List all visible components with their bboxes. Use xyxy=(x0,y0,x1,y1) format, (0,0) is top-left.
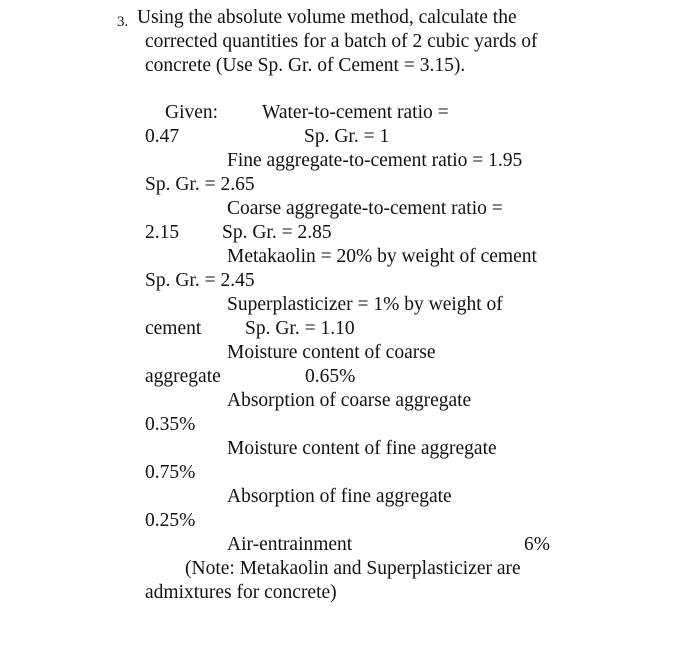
moisture-fine-value: 0.75% xyxy=(145,462,196,483)
metakaolin-sg: Sp. Gr. = 2.45 xyxy=(145,270,255,291)
coarse-agg-ratio-label: Coarse aggregate-to-cement ratio = xyxy=(227,198,503,219)
water-cement-ratio-label: Water-to-cement ratio = xyxy=(262,102,449,123)
note-line-2: admixtures for concrete) xyxy=(145,582,337,603)
coarse-agg-sg: Sp. Gr. = 2.85 xyxy=(222,222,332,243)
moisture-coarse-label: Moisture content of coarse xyxy=(227,342,436,363)
water-cement-ratio-value: 0.47 xyxy=(145,126,180,147)
air-entrainment-label: Air-entrainment xyxy=(227,534,353,555)
superplasticizer-label: Superplasticizer = 1% by weight of xyxy=(227,294,503,315)
moisture-coarse-label-cont: aggregate xyxy=(145,366,221,387)
absorption-fine-value: 0.25% xyxy=(145,510,196,531)
question-stem-line-2: corrected quantities for a batch of 2 cubic yards of xyxy=(145,31,538,52)
superplasticizer-sg: Sp. Gr. = 1.10 xyxy=(245,318,355,339)
question-number: 3. xyxy=(117,14,129,30)
moisture-fine-label: Moisture content of fine aggregate xyxy=(227,438,497,459)
water-sg: Sp. Gr. = 1 xyxy=(304,126,390,147)
fine-agg-ratio-label: Fine aggregate-to-cement ratio = 1.95 xyxy=(227,150,523,171)
moisture-coarse-value: 0.65% xyxy=(305,366,356,387)
metakaolin-label: Metakaolin = 20% by weight of cement xyxy=(227,246,537,267)
absorption-coarse-value: 0.35% xyxy=(145,414,196,435)
question-stem-line-1: Using the absolute volume method, calculate the xyxy=(137,7,517,28)
superplasticizer-label-cont: cement xyxy=(145,318,202,339)
question-stem-line-3: concrete (Use Sp. Gr. of Cement = 3.15). xyxy=(145,55,466,76)
given-label: Given: xyxy=(165,102,219,123)
fine-agg-sg: Sp. Gr. = 2.65 xyxy=(145,174,255,195)
absorption-coarse-label: Absorption of coarse aggregate xyxy=(227,390,472,411)
coarse-agg-ratio-value: 2.15 xyxy=(145,222,180,243)
absorption-fine-label: Absorption of fine aggregate xyxy=(227,486,452,507)
air-entrainment-value: 6% xyxy=(524,534,550,555)
note-line-1: (Note: Metakaolin and Superplasticizer are xyxy=(185,558,521,579)
